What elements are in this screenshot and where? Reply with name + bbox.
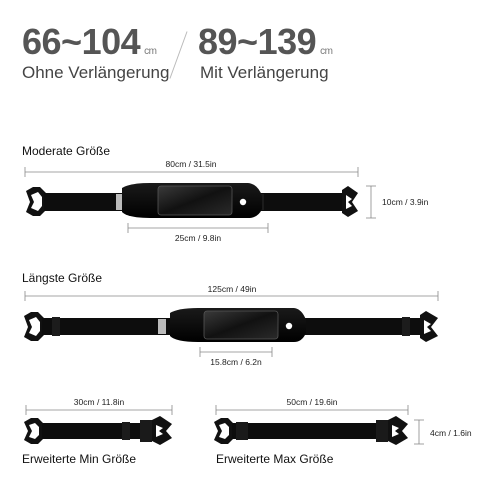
extension-max bbox=[214, 405, 424, 445]
longest-pouch-width: 15.8cm / 6.2n bbox=[210, 357, 262, 367]
ext-max-caption: Erweiterte Max Größe bbox=[216, 452, 334, 466]
without-extension-label: Ohne Verlängerung bbox=[22, 63, 170, 82]
ext-max-height: 4cm / 1.6in bbox=[430, 428, 472, 438]
with-extension-label: Mit Verlängerung bbox=[200, 63, 329, 82]
ext-min-caption: Erweiterte Min Größe bbox=[22, 452, 137, 466]
moderate-total-width: 80cm / 31.5in bbox=[165, 159, 217, 169]
ext-min-width: 30cm / 11.8in bbox=[73, 397, 125, 407]
ext-max-width: 50cm / 19.6in bbox=[286, 397, 338, 407]
size-unit-right: cm bbox=[320, 46, 333, 57]
longest-belt bbox=[24, 291, 438, 357]
longest-total-width: 125cm / 49in bbox=[207, 284, 257, 294]
moderate-pouch-width: 25cm / 9.8in bbox=[174, 233, 222, 243]
size-unit-left: cm bbox=[144, 46, 157, 57]
moderate-belt bbox=[25, 167, 376, 233]
extension-min bbox=[24, 405, 172, 445]
size-range-value-left: 66~104 bbox=[22, 21, 141, 62]
longest-size-title: Längste Größe bbox=[22, 271, 103, 285]
size-range-value-right: 89~139 bbox=[198, 21, 317, 62]
moderate-size-title: Moderate Größe bbox=[22, 144, 111, 158]
moderate-height: 10cm / 3.9in bbox=[382, 197, 429, 207]
